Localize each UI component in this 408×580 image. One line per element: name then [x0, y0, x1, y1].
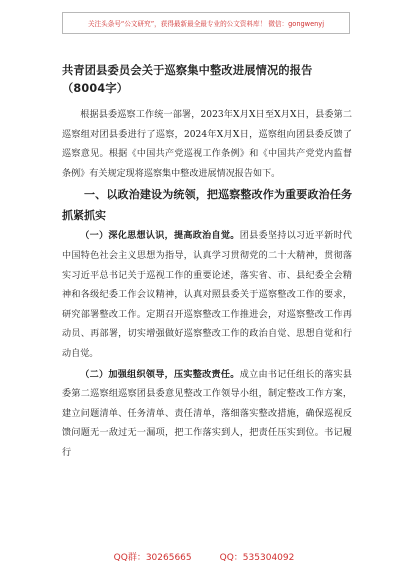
- subsection-1-paragraph: [62, 226, 352, 364]
- footer-contact: [0, 550, 408, 563]
- document-body: [62, 62, 352, 464]
- intro-paragraph: 根据县委巡察工作统一部署，2023年X月X日至X月X日，县委第二巡察组对团县委进行了巡察，2024年X月X日，巡察组向团县委反馈了巡察意见。根据《中国共产党巡视工作条例》和《中国共产党党内监督条例》有关规定现将巡察集中整改进展情况报告如下。: [62, 110, 352, 179]
- section-1-heading: 一、以政治建设为统领，把巡察整改作为重要政治任务抓紧抓实: [62, 188, 352, 223]
- subsection-1-heading: （一）深化思想认识，提高政治自觉。: [80, 230, 240, 242]
- footer-qq-group: QQ群：30265665: [113, 553, 192, 563]
- subsection-1-text: 团县委坚持以习近平新时代中国特色社会主义思想为指导，认真学习贯彻党的二十大精神，贯彻落实习近平总书记关于巡视工作的重要论述，落实省、市、县纪委全会精神和各级纪委工作会议精神，认真对照县委关于巡察整改工作的要求，研究部署整改工作。定期召开巡察整改工作推进会，对巡察整改工作再动员、再部署，切实增强做好巡察整改工作的政治自觉、思想自觉和行动自觉。: [62, 231, 352, 359]
- subsection-2-text: 成立由书记任组长的落实县委第二巡察组巡察团县委意见整改工作领导小组，制定整改工作方案，建立问题清单、任务清单、责任清单，落细落实整改措施，确保巡视反馈问题无一敌过无一漏项，把工作落实到人，把责任压实到位。书记履行: [62, 369, 352, 458]
- document-title: 共青团县委员会关于巡察集中整改进展情况的报告（8004字）: [62, 64, 313, 95]
- subsection-2-heading: （二）加强组织领导，压实整改责任。: [80, 368, 240, 380]
- top-banner: 关注头条号“公文研究”，获得最新最全最专业的公文资料库！ 微信：gongwenyj: [62, 12, 350, 34]
- subsection-2-paragraph: [62, 365, 352, 464]
- footer-qq: QQ：535304092: [219, 553, 295, 563]
